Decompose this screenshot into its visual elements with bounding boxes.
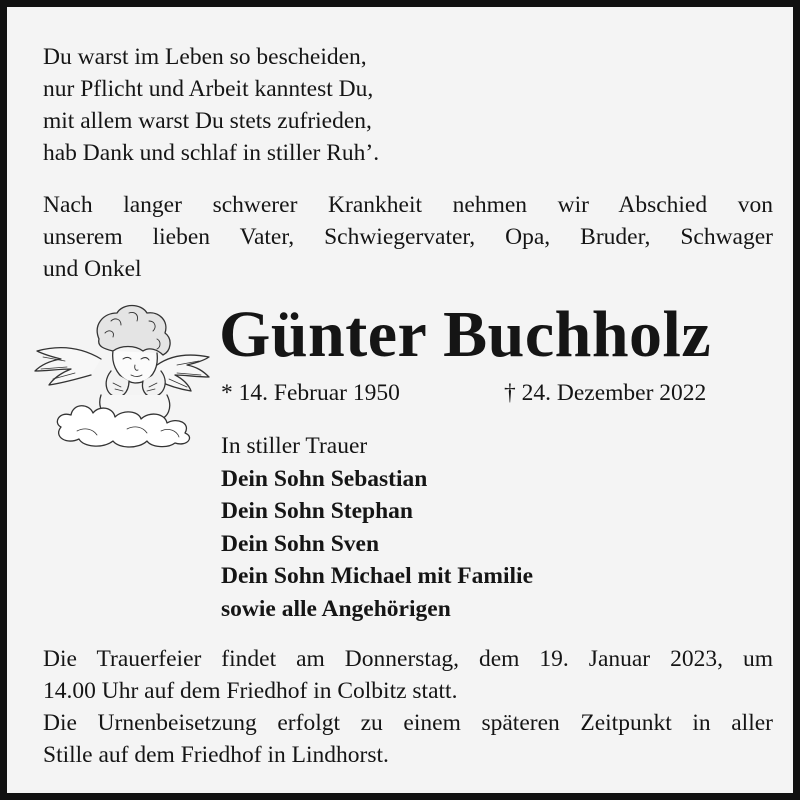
- memorial-poem: [43, 41, 379, 169]
- intro-line: unserem lieben Vater, Schwiegervater, Opa, Bruder, Schwager: [43, 224, 773, 250]
- mourner-name: Dein Sohn Stephan: [221, 498, 413, 524]
- poem-line: Du warst im Leben so bescheiden,: [43, 44, 367, 70]
- birth-date: * 14. Februar 1950: [221, 380, 400, 406]
- cherub-angel-icon: [31, 299, 213, 449]
- service-line: Die Urnenbeisetzung erfolgt zu einem späteren Zeitpunkt in aller: [43, 710, 773, 736]
- death-date: † 24. Dezember 2022: [504, 380, 707, 406]
- farewell-intro: [43, 189, 773, 285]
- mourner-name: sowie alle Angehörigen: [221, 595, 451, 622]
- mourners-heading: In stiller Trauer: [221, 433, 368, 459]
- service-line: Die Trauerfeier findet am Donnerstag, dem 19. Januar 2023, um: [43, 646, 773, 672]
- poem-line: nur Pflicht und Arbeit kanntest Du,: [43, 76, 374, 102]
- poem-line: hab Dank und schlaf in stiller Ruh’.: [43, 140, 380, 166]
- poem-line: mit allem warst Du stets zufrieden,: [43, 108, 372, 134]
- mourners-list: [221, 430, 533, 625]
- mourner-name: Dein Sohn Sven: [221, 530, 380, 557]
- service-line: Stille auf dem Friedhof in Lindhorst.: [43, 742, 389, 768]
- deceased-name: Günter Buchholz: [219, 298, 712, 371]
- mourner-name: Dein Sohn Sebastian: [221, 465, 428, 492]
- intro-line: und Onkel: [43, 256, 142, 282]
- intro-line: Nach langer schwerer Krankheit nehmen wir Abschied von: [43, 192, 773, 218]
- mourner-name: Dein Sohn Michael mit Familie: [221, 563, 534, 589]
- service-line: 14.00 Uhr auf dem Friedhof in Colbitz statt.: [43, 678, 458, 704]
- funeral-service-info: [43, 643, 773, 771]
